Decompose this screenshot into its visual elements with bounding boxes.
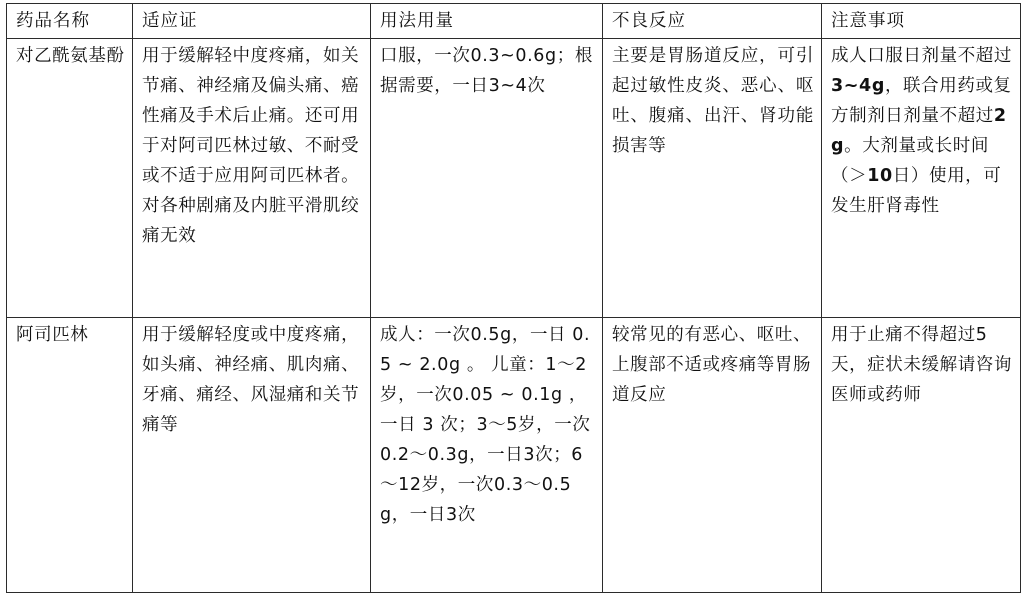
cell-adverse-reactions: 较常见的有恶心、呕吐、上腹部不适或疼痛等胃肠道反应: [603, 318, 822, 593]
header-precautions: 注意事项: [822, 4, 1021, 39]
cell-dosage: 口服，一次0.3~0.6g；根据需要，一日3~4次: [371, 39, 603, 318]
notes-text: 成人口服日剂量不超过: [831, 46, 1012, 66]
header-drug-name: 药品名称: [7, 4, 133, 39]
cell-precautions: 用于止痛不得超过5天，症状未缓解请咨询医师或药师: [822, 318, 1021, 593]
drug-table: [6, 3, 1021, 593]
cell-adverse-reactions: 主要是胃肠道反应，可引起过敏性皮炎、恶心、呕吐、腹痛、出汗、肾功能损害等: [603, 39, 822, 318]
notes-text: ，联合用药或复方制剂日剂量不超过: [831, 76, 1012, 126]
cell-precautions: [822, 39, 1021, 318]
table-header-row: [7, 4, 1021, 39]
cell-drug-name: 对乙酰氨基酚: [7, 39, 133, 318]
cell-dosage: 成人：一次0.5g，一日 0.5 ~ 2.0g 。 儿童：1～2岁，一次0.05 ~ 0.1g ， 一日 3 次；3～5岁，一次0.2～0.3g，一日3次；6～12岁，一次0.3～0.5g，一日3次: [371, 318, 603, 593]
header-dosage: 用法用量: [371, 4, 603, 39]
cell-indication: 用于缓解轻中度疼痛，如关节痛、神经痛及偏头痛、癌性痛及手术后止痛。还可用于对阿司匹林过敏、不耐受或不适于应用阿司匹林者。对各种剧痛及内脏平滑肌绞痛无效: [133, 39, 371, 318]
notes-text: 。大剂量或长时间（＞: [831, 136, 989, 186]
cell-indication: 用于缓解轻度或中度疼痛，如头痛、神经痛、肌肉痛、牙痛、痛经、风湿痛和关节痛等: [133, 318, 371, 593]
table-row: [7, 318, 1021, 593]
notes-bold-dose: 3~4g: [831, 76, 885, 96]
header-indication: 适应证: [133, 4, 371, 39]
notes-bold-dose: 2g: [831, 106, 1007, 156]
cell-drug-name: 阿司匹林: [7, 318, 133, 593]
notes-text: 日）使用，可发生肝肾毒性: [831, 166, 1002, 216]
table-row: [7, 39, 1021, 318]
header-adverse-reactions: 不良反应: [603, 4, 822, 39]
notes-bold-days: 10: [867, 166, 893, 186]
